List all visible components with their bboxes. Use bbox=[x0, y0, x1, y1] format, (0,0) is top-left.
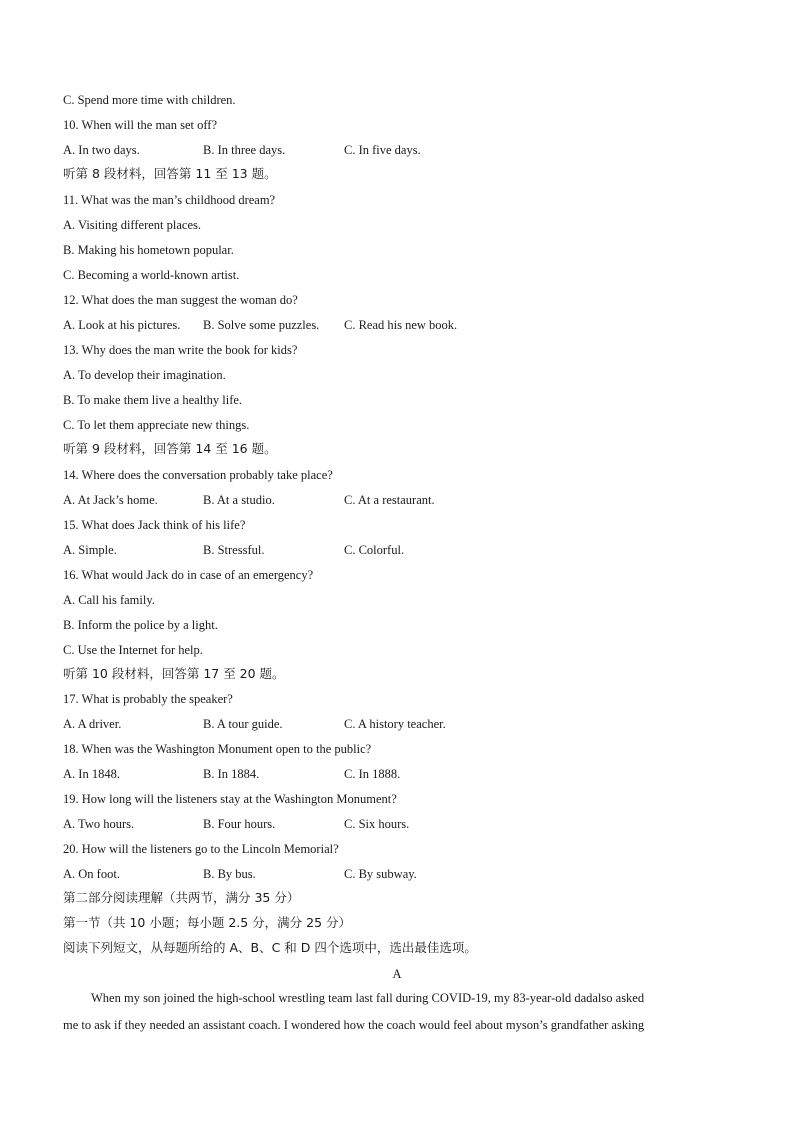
option-17c: C. A history teacher. bbox=[344, 717, 446, 731]
question-10: 10. When will the man set off? bbox=[63, 118, 218, 132]
option-17b: B. A tour guide. bbox=[203, 717, 283, 731]
question-18: 18. When was the Washington Monument open to the public? bbox=[63, 742, 372, 756]
part-2-heading: 第二部分阅读理解（共两节，满分 35 分） bbox=[63, 890, 300, 905]
option-11b: B. Making his hometown popular. bbox=[63, 243, 234, 257]
option-12c: C. Read his new book. bbox=[344, 318, 458, 332]
question-16: 16. What would Jack do in case of an emergency? bbox=[63, 568, 314, 582]
question-19: 19. How long will the listeners stay at the Washington Monument? bbox=[63, 792, 397, 806]
option-13a: A. To develop their imagination. bbox=[63, 368, 226, 382]
option-15b: B. Stressful. bbox=[203, 543, 265, 557]
passage-line-1: When my son joined the high-school wrestling team last fall during COVID-19, my 83-year-old dadalso asked bbox=[91, 991, 645, 1005]
option-10c: C. In five days. bbox=[344, 143, 421, 157]
option-20a: A. On foot. bbox=[63, 867, 120, 881]
option-16a: A. Call his family. bbox=[63, 593, 155, 607]
option-11a: A. Visiting different places. bbox=[63, 218, 201, 232]
section-9-heading: 听第 9 段材料，回答第 14 至 16 题。 bbox=[63, 441, 277, 456]
section-8-heading: 听第 8 段材料，回答第 11 至 13 题。 bbox=[63, 166, 277, 181]
option-14b: B. At a studio. bbox=[203, 493, 275, 507]
option-14c: C. At a restaurant. bbox=[344, 493, 435, 507]
section-1-heading: 第一节（共 10 小题；每小题 2.5 分，满分 25 分） bbox=[63, 915, 352, 930]
question-20: 20. How will the listeners go to the Lincoln Memorial? bbox=[63, 842, 339, 856]
option-19a: A. Two hours. bbox=[63, 817, 135, 831]
option-12b: B. Solve some puzzles. bbox=[203, 318, 320, 332]
reading-instructions: 阅读下列短文，从每题所给的 A、B、C 和 D 四个选项中，选出最佳选项。 bbox=[63, 940, 477, 955]
option-19b: B. Four hours. bbox=[203, 817, 276, 831]
question-17: 17. What is probably the speaker? bbox=[63, 692, 233, 706]
option-19c: C. Six hours. bbox=[344, 817, 410, 831]
passage-line-2: me to ask if they needed an assistant coach. I wondered how the coach would feel about myson’s grandfather asking bbox=[63, 1018, 645, 1032]
option-10b: B. In three days. bbox=[203, 143, 286, 157]
option-9c: C. Spend more time with children. bbox=[63, 93, 236, 107]
option-13b: B. To make them live a healthy life. bbox=[63, 393, 243, 407]
question-11: 11. What was the man’s childhood dream? bbox=[63, 193, 276, 207]
option-12a: A. Look at his pictures. bbox=[63, 318, 181, 332]
option-15c: C. Colorful. bbox=[344, 543, 405, 557]
option-13c: C. To let them appreciate new things. bbox=[63, 418, 250, 432]
passage-title: A bbox=[392, 967, 402, 981]
option-11c: C. Becoming a world-known artist. bbox=[63, 268, 240, 282]
option-16c: C. Use the Internet for help. bbox=[63, 643, 203, 657]
option-10a: A. In two days. bbox=[63, 143, 140, 157]
option-17a: A. A driver. bbox=[63, 717, 122, 731]
option-18b: B. In 1884. bbox=[203, 767, 260, 781]
option-16b: B. Inform the police by a light. bbox=[63, 618, 218, 632]
option-18c: C. In 1888. bbox=[344, 767, 401, 781]
question-12: 12. What does the man suggest the woman do? bbox=[63, 293, 298, 307]
option-20b: B. By bus. bbox=[203, 867, 256, 881]
option-20c: C. By subway. bbox=[344, 867, 417, 881]
question-13: 13. Why does the man write the book for kids? bbox=[63, 343, 298, 357]
question-15: 15. What does Jack think of his life? bbox=[63, 518, 246, 532]
option-14a: A. At Jack’s home. bbox=[63, 493, 158, 507]
question-14: 14. Where does the conversation probably take place? bbox=[63, 468, 333, 482]
option-15a: A. Simple. bbox=[63, 543, 117, 557]
option-18a: A. In 1848. bbox=[63, 767, 120, 781]
section-10-heading: 听第 10 段材料，回答第 17 至 20 题。 bbox=[63, 666, 285, 681]
